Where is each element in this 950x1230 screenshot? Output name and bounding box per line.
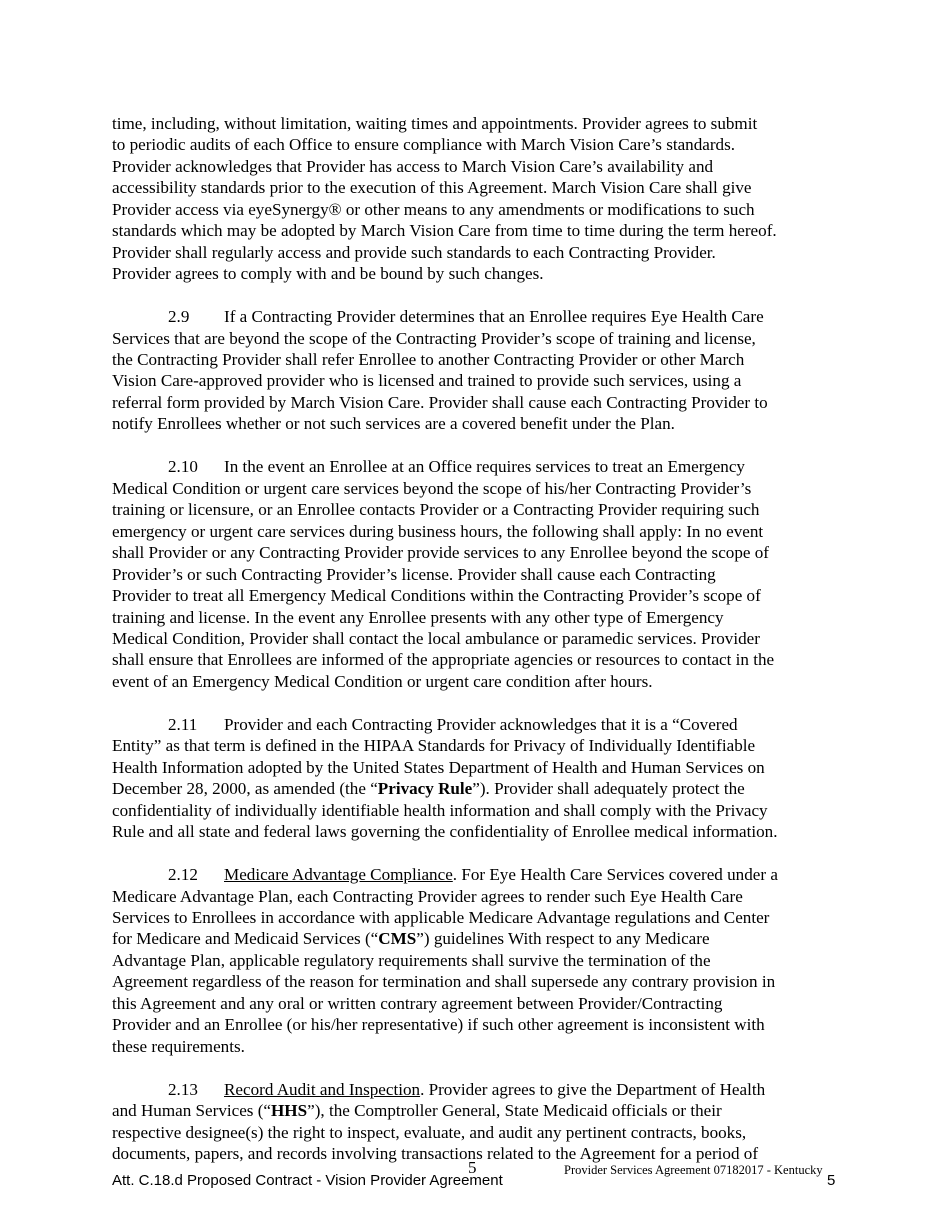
section-number: 2.11: [168, 714, 198, 734]
footer-page-number-right: 5: [827, 1172, 836, 1189]
section-number: 2.10: [168, 457, 198, 477]
section-heading: Medicare Advantage Compliance: [224, 865, 453, 885]
section-text: ”). Provider shall adequately protect the confidentiality of individually identifiable health information and shall comply with the Privacy Rule and all state and federal laws governing the confidentiality of Enrollee medical information.: [112, 779, 778, 842]
section-2-12: [112, 864, 842, 1057]
section-text: . Provider agrees to give the Department of Health and Human Services (“: [112, 1079, 766, 1121]
document-body: [112, 113, 842, 1164]
footer-agreement-label: Provider Services Agreement 07182017 - Kentucky: [564, 1163, 823, 1177]
section-2-11: [112, 714, 842, 843]
section-number: 2.12: [168, 865, 198, 885]
defined-term-hhs: HHS: [271, 1101, 308, 1121]
section-text: Provider and each Contracting Provider acknowledges that it is a “Covered Entity” as that term is defined in the HIPAA Standards for Privacy of Individually Identifiable Health Information adopted by the United States Department of Health and Human Services on December 28, 2000, as amended (the “: [112, 714, 765, 799]
section-text: ”) guidelines With respect to any Medicare Advantage Plan, applicable regulatory requirements shall survive the termination of the Agreement regardless of the reason for termination and shall supersede any contrary provision in this Agreement and any oral or written contrary agreement between Provider/Contracting Provider and an Enrollee (or his/her representative) if such other agreement is inconsistent with these requirements.: [112, 929, 776, 1056]
section-text: If a Contracting Provider determines that an Enrollee requires Eye Health Care Services that are beyond the scope of the Contracting Provider’s scope of training and license, the Contracting Provider shall refer Enrollee to another Contracting Provider or other March Vision Care-approved provider who is licensed and trained to provide such services, using a referral form provided by March Vision Care. Provider shall cause each Contracting Provider to notify Enrollees whether or not such services are a covered benefit under the Plan.: [112, 307, 768, 434]
section-2-13: [112, 1079, 842, 1165]
continuation-paragraph: time, including, without limitation, waiting times and appointments. Provider agrees to submit to periodic audits of each Office to ensure compliance with March Vision Care’s standards. Provider acknowledges that Provider has access to March Vision Care’s availability and accessibility standards prior to the execution of this Agreement. March Vision Care shall give Provider access via eyeSynergy® or other means to any amendments or modifications to such standards which may be adopted by March Vision Care from time to time during the term hereof. Provider shall regularly access and provide such standards to each Contracting Provider. Provider agrees to comply with and be bound by such changes.: [112, 114, 777, 284]
section-text: . For Eye Health Care Services covered under a Medicare Advantage Plan, each Contracting Provider agrees to render such Eye Health Care Services to Enrollees in accordance with applicable Medicare Advantage regulations and Center for Medicare and Medicaid Services (“: [112, 865, 778, 949]
section-2-9: [112, 306, 842, 435]
section-text: In the event an Enrollee at an Office requires services to treat an Emergency Medical Condition or urgent care services beyond the scope of his/her Contracting Provider’s training or licensure, or an Enrollee contacts Provider or a Contracting Provider requiring such emergency or urgent care services during business hours, the following shall apply: In no event shall Provider or any Contracting Provider provide services to any Enrollee beyond the scope of Provider’s or such Contracting Provider’s license. Provider shall cause each Contracting Provider to treat all Emergency Medical Conditions within the Contracting Provider’s scope of training and license. In the event any Enrollee presents with any other type of Emergency Medical Condition, Provider shall contact the local ambulance or paramedic services. Provider shall ensure that Enrollees are informed of the appropriate agencies or resources to contact in the event of an Emergency Medical Condition or urgent care condition after hours.: [112, 457, 775, 691]
footer-page-number: 5: [468, 1158, 477, 1177]
defined-term-cms: CMS: [378, 929, 417, 949]
section-heading: Record Audit and Inspection: [224, 1079, 421, 1099]
section-text: ”), the Comptroller General, State Medicaid officials or their respective designee(s) the right to inspect, evaluate, and audit any pertinent contracts, books, documents, papers, and records involving transactions related to the Agreement for a period of: [112, 1101, 759, 1163]
defined-term-privacy-rule: Privacy Rule: [377, 779, 473, 799]
section-2-10: [112, 456, 842, 692]
section-number: 2.9: [168, 307, 190, 327]
footer-attachment-label: Att. C.18.d Proposed Contract - Vision Provider Agreement: [112, 1172, 503, 1189]
section-number: 2.13: [168, 1079, 198, 1099]
